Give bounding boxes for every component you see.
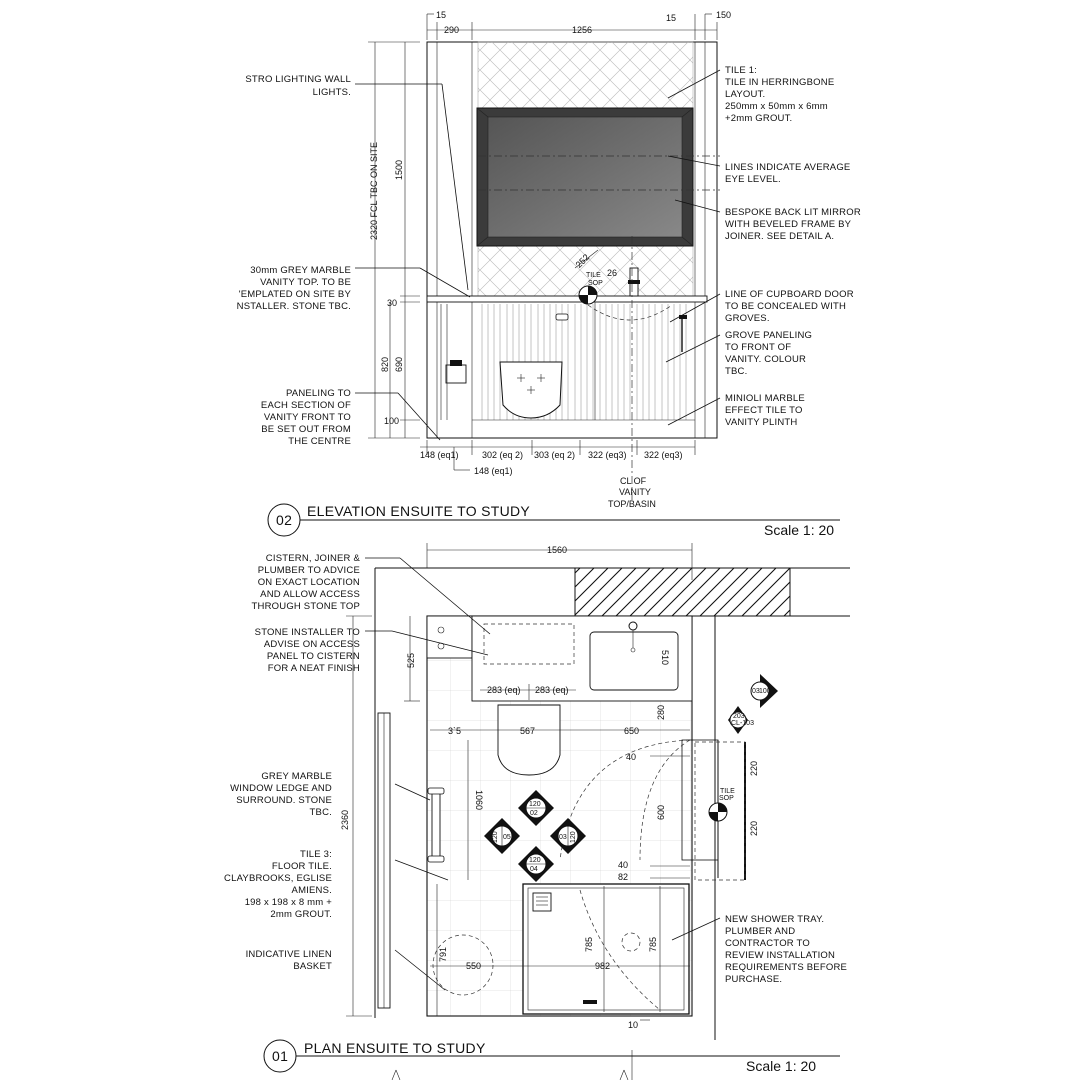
dim-40b: 40: [618, 860, 629, 870]
svg-text:EACH SECTION OF: EACH SECTION OF: [260, 400, 351, 411]
dim-283-right: 283 (eq): [535, 685, 569, 695]
svg-text:2mm GROUT.: 2mm GROUT.: [270, 909, 332, 920]
dim-1500: 1500: [394, 159, 404, 180]
dim-bottom-303: 303 (eq 2): [534, 450, 576, 460]
dim-top-150: 150: [716, 10, 732, 20]
dim-252: 252: [573, 252, 592, 270]
svg-text:03: 03: [559, 834, 567, 841]
cl-label: TOP/BASIN: [608, 499, 656, 509]
elevation-drawing: [427, 42, 720, 500]
svg-text:PANEL TO CISTERN: PANEL TO CISTERN: [266, 651, 360, 662]
svg-text:GROVE PANELING: GROVE PANELING: [725, 330, 813, 341]
svg-text:THE CENTRE: THE CENTRE: [288, 436, 351, 447]
svg-text:FOR A NEAT FINISH: FOR A NEAT FINISH: [267, 663, 360, 674]
svg-text:AND ALLOW ACCESS: AND ALLOW ACCESS: [260, 589, 360, 600]
svg-text:VANITY PLINTH: VANITY PLINTH: [725, 417, 798, 428]
svg-text:THROUGH STONE TOP: THROUGH STONE TOP: [251, 601, 360, 612]
svg-text:ON EXACT LOCATION: ON EXACT LOCATION: [257, 577, 360, 588]
dim-283-left: 283 (eq): [487, 685, 521, 695]
dim-bottom-322b: 322 (eq3): [644, 450, 683, 460]
svg-text:PLUMBER AND: PLUMBER AND: [725, 926, 796, 937]
svg-text:+2mm GROUT.: +2mm GROUT.: [725, 113, 793, 124]
svg-text:05: 05: [503, 834, 511, 841]
svg-text:CISTERN, JOINER &: CISTERN, JOINER &: [265, 553, 360, 564]
towel-rail: [432, 790, 440, 860]
svg-text:GROVES.: GROVES.: [725, 313, 770, 324]
svg-text:BESPOKE BACK LIT MIRROR: BESPOKE BACK LIT MIRROR: [725, 207, 861, 218]
section-marker: [728, 706, 754, 734]
dim-785b: 785: [648, 936, 658, 952]
toilet-roll-holder: [446, 365, 466, 383]
svg-text:120: 120: [492, 831, 499, 843]
svg-text:120: 120: [529, 801, 541, 808]
dim-30: 30: [387, 298, 398, 308]
svg-text:FLOOR TILE.: FLOOR TILE.: [271, 861, 332, 872]
svg-text:VANITY FRONT TO: VANITY FRONT TO: [263, 412, 351, 423]
plan-title: PLAN ENSUITE TO STUDY: [304, 1040, 486, 1056]
svg-text:JOINER. SEE DETAIL A.: JOINER. SEE DETAIL A.: [725, 231, 835, 242]
svg-text:TILE IN HERRINGBONE: TILE IN HERRINGBONE: [725, 77, 835, 88]
dim-2320-fcl: 2320 FCL TBC ON SITE: [369, 141, 379, 240]
toilet-plan: [498, 705, 560, 775]
svg-text:LIGHTS.: LIGHTS.: [312, 87, 351, 98]
dim-510: 510: [660, 650, 670, 666]
dim-bottom-302: 302 (eq 2): [482, 450, 524, 460]
svg-text:04: 04: [530, 866, 538, 873]
dim-bottom-148a: 148 (eq1): [420, 450, 459, 460]
svg-text:30mm GREY MARBLE: 30mm GREY MARBLE: [250, 265, 351, 276]
plan-notes-right: [672, 914, 847, 985]
svg-text:TILE: TILE: [720, 788, 735, 795]
elevation-scale: Scale 1: 20: [764, 522, 835, 538]
svg-text:120: 120: [529, 857, 541, 864]
svg-text:TO FRONT OF: TO FRONT OF: [725, 342, 792, 353]
dim-820: 820: [380, 356, 390, 372]
svg-text:SURROUND. STONE: SURROUND. STONE: [236, 795, 332, 806]
svg-text:REQUIREMENTS BEFORE: REQUIREMENTS BEFORE: [725, 962, 848, 973]
svg-text:PURCHASE.: PURCHASE.: [725, 974, 783, 985]
svg-text:PLUMBER TO ADVICE: PLUMBER TO ADVICE: [257, 565, 360, 576]
dim-785a: 785: [584, 936, 594, 952]
dim-top-1256: 1256: [572, 25, 593, 35]
dim-791: 791: [438, 946, 448, 962]
hatched-wall: [575, 568, 790, 616]
dim-220b: 220: [749, 820, 759, 836]
svg-text:EFFECT TILE TO: EFFECT TILE TO: [725, 405, 803, 416]
svg-text:250mm x 50mm x 6mm: 250mm x 50mm x 6mm: [725, 101, 828, 112]
dim-550: 550: [466, 961, 482, 971]
dim-567: 567: [520, 726, 536, 736]
svg-text:203: 203: [733, 713, 745, 720]
dim-650: 650: [624, 726, 640, 736]
cl-label: CL OF: [620, 476, 647, 486]
svg-text:AMIENS.: AMIENS.: [291, 885, 332, 896]
vanity-top: [427, 296, 707, 302]
dim-bottom-148b: 148 (eq1): [474, 466, 513, 476]
elevation-number: 02: [276, 512, 293, 528]
svg-text:TO BE CONCEALED WITH: TO BE CONCEALED WITH: [725, 301, 847, 312]
svg-text:LINE OF CUPBOARD DOOR: LINE OF CUPBOARD DOOR: [725, 289, 854, 300]
svg-text:BASKET: BASKET: [293, 961, 332, 972]
svg-text:02: 02: [530, 810, 538, 817]
svg-text:CLAYBROOKS, EGLISE: CLAYBROOKS, EGLISE: [224, 873, 332, 884]
dim-690: 690: [394, 356, 404, 372]
svg-text:STRO LIGHTING WALL: STRO LIGHTING WALL: [245, 74, 351, 85]
svg-text:SOP: SOP: [719, 795, 734, 802]
svg-text:100: 100: [759, 688, 771, 695]
svg-text:INDICATIVE LINEN: INDICATIVE LINEN: [245, 949, 332, 960]
tile-tag-label: TILE: [586, 272, 601, 279]
svg-text:03: 03: [752, 688, 760, 695]
svg-text:BE SET OUT FROM: BE SET OUT FROM: [261, 424, 351, 435]
dim-525: 525: [406, 652, 416, 668]
svg-text:VANITY. COLOUR: VANITY. COLOUR: [725, 354, 807, 365]
svg-text:STONE INSTALLER TO: STONE INSTALLER TO: [254, 627, 360, 638]
svg-text:TILE 1:: TILE 1:: [725, 65, 758, 76]
svg-text:NEW SHOWER TRAY.: NEW SHOWER TRAY.: [725, 914, 825, 925]
dim-315: 3`5: [448, 726, 462, 736]
dim-top-15b: 15: [666, 13, 677, 23]
svg-text:120: 120: [570, 831, 577, 843]
dim-100: 100: [384, 416, 400, 426]
dim-220a: 220: [749, 760, 759, 776]
dim-1560: 1560: [547, 545, 568, 555]
svg-text:WINDOW LEDGE AND: WINDOW LEDGE AND: [230, 783, 332, 794]
svg-text:LAYOUT.: LAYOUT.: [725, 89, 766, 100]
dim-26: 26: [607, 268, 618, 278]
svg-text:TILE 3:: TILE 3:: [299, 849, 332, 860]
svg-text:CONTRACTOR TO: CONTRACTOR TO: [725, 938, 810, 949]
dim-600: 600: [656, 804, 666, 820]
svg-text:WITH BEVELED FRAME BY: WITH BEVELED FRAME BY: [725, 219, 852, 230]
svg-text:TBC.: TBC.: [309, 807, 332, 818]
shower-drain: [533, 893, 551, 911]
svg-text:GREY MARBLE: GREY MARBLE: [261, 771, 332, 782]
elevation-notes-left: [237, 74, 470, 447]
dim-982: 982: [595, 961, 611, 971]
svg-text:ADVISE ON ACCESS: ADVISE ON ACCESS: [263, 639, 360, 650]
back-lit-mirror: [488, 117, 682, 237]
dim-1060: 1060: [474, 790, 484, 811]
dim-top-290: 290: [444, 25, 460, 35]
plan-number: 01: [272, 1048, 289, 1064]
svg-text:NSTALLER. STONE TBC.: NSTALLER. STONE TBC.: [236, 301, 351, 312]
svg-text:PANELING TO: PANELING TO: [285, 388, 351, 399]
plan-scale: Scale 1: 20: [746, 1058, 817, 1074]
dim-82: 82: [618, 872, 629, 882]
elevation-title: ELEVATION ENSUITE TO STUDY: [307, 503, 531, 519]
svg-text:VANITY TOP. TO BE: VANITY TOP. TO BE: [260, 277, 351, 288]
dim-top-15a: 15: [436, 10, 447, 20]
dim-2360: 2360: [340, 809, 350, 830]
svg-text:EYE LEVEL.: EYE LEVEL.: [725, 174, 781, 185]
svg-text:TBC.: TBC.: [725, 366, 748, 377]
svg-text:LINES INDICATE AVERAGE: LINES INDICATE AVERAGE: [725, 162, 851, 173]
tile-tag-label: SOP: [588, 280, 603, 287]
cistern-access-box: [427, 616, 472, 658]
svg-text:CL-103: CL-103: [731, 720, 754, 727]
svg-text:REVIEW INSTALLATION: REVIEW INSTALLATION: [725, 950, 836, 961]
tile-setout-tag: [709, 788, 735, 821]
cl-label: VANITY: [619, 487, 651, 497]
elevation-title-block: [268, 503, 840, 538]
dim-10: 10: [628, 1020, 639, 1030]
svg-text:198 x 198 x 8 mm +: 198 x 198 x 8 mm +: [244, 897, 332, 908]
plan-title-block: [264, 1040, 840, 1074]
svg-text:'EMPLATED ON SITE BY: 'EMPLATED ON SITE BY: [238, 289, 351, 300]
dim-40a: 40: [626, 752, 637, 762]
svg-text:MINIOLI MARBLE: MINIOLI MARBLE: [725, 393, 805, 404]
dim-280: 280: [656, 704, 666, 720]
section-marker: [751, 674, 778, 708]
dim-bottom-322a: 322 (eq3): [588, 450, 627, 460]
